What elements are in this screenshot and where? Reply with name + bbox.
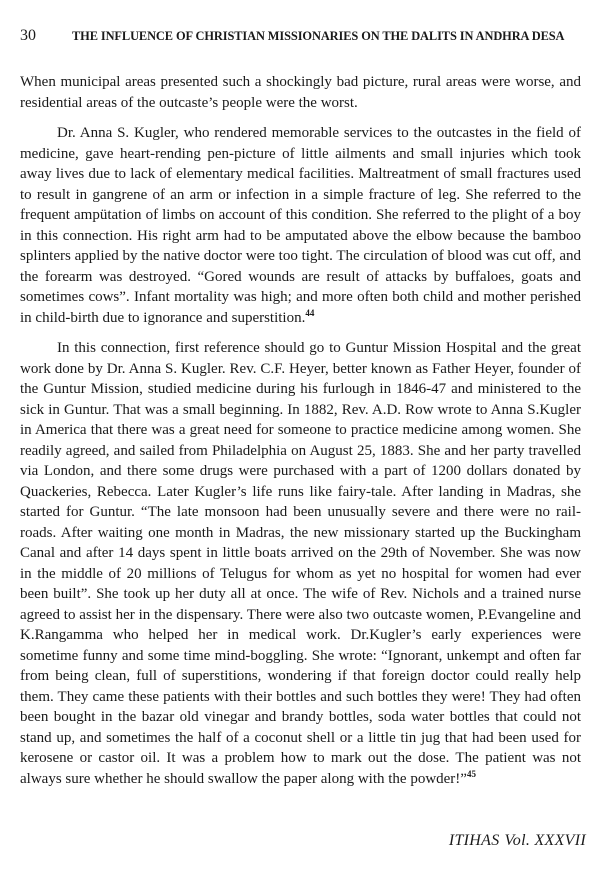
page-footer bbox=[444, 832, 586, 850]
paragraph-text: Dr. Anna S. Kugler, who rendered memorable services to the outcastes in the field of medicine, gave heart-rending pen-picture of little ailments and small injuries which took away lives due to lack of elementary medical facilities. Maltreatment of small fractures used to result in gangrene of an arm or infection in a simple fracture of leg. She referred to the frequent ampütation of limbs on account of this condition. She referred to the plight of a boy in this connection. His right arm had to be amputated above the elbow because the bamboo splinters applied by the native doctor were too tight. The circulation of blood was cut off, and the forearm was destroyed. “Gored wounds are result of attacks by buffaloes, goats and sometimes cows”. Infant mortality was high; and more often both child and mother perished in child-birth due to ignorance and superstition. bbox=[20, 125, 581, 326]
paragraph-text: When municipal areas presented such a shockingly bad picture, rural areas were worse, and residential areas of the outcaste’s people were the worst. bbox=[20, 74, 581, 111]
journal-name: ITIHAS bbox=[448, 832, 500, 849]
paragraph-text: In this connection, first reference should go to Guntur Mission Hospital and the great work done by Dr. Anna S. Kugler. Rev. C.F. Heyer, better known as Father Heyer, founder of the Guntur Mission, studied medicine during his furlough in 1846-47 and ministered to the sick in Guntur. That was a small beginning. In 1882, Rev. A.D. Row wrote to Anna S.Kugler in America that there was a great need for someone to practice medicine among women. She readily agreed, and sailed from Philadelphia on August 25, 1883. She and her party travelled via London, and there some drugs were purchased with a part of 1200 dollars donated by Quackeries, Rebecca. Later Kugler’s life runs like fairy-tale. After landing in Madras, she started for Guntur. “The late monsoon had been unusually severe and there were no rail- roads. After waiting one month in Madras, the new missionary started up the Buckingham Canal and after 14 days spent in little boats arrived on the 29th of November. She was now in the middle of 20 millions of Telugus for whom as yet no hospital for women had ever been built”. She took up her duty all at once. The wife of Rev. Nichols and a trained nurse agreed to assist her in the dispensary. There were also two outcaste women, P.Evangeline and K.Rangamma who helped her in medical work. Dr.Kugler’s early experiences were sometime funny and some time mind-boggling. She wrote: “Ignorant, unkempt and often far from being clean, full of superstitions, wondering if that foreign doctor could really help them. They came these patients with their bottles and such bottles they were! They had often been bought in the bazar old vinegar and brandy bottles, soda water bottles that could not stand up, and sometimes the half of a coconut shell or a little tin jug that had been used for kerosene or castor oil. It was a problem how to mark out the dose. The patient was not always sure whether he should swallow the paper along with the powder!” bbox=[20, 340, 581, 787]
paragraph-2 bbox=[20, 123, 581, 328]
page-number: 30 bbox=[20, 27, 36, 44]
paragraph-3 bbox=[20, 338, 581, 789]
paragraph-1 bbox=[20, 72, 581, 113]
body-text bbox=[20, 72, 581, 799]
running-title: THE INFLUENCE OF CHRISTIAN MISSIONARIES ON THE DALITS IN ANDHRA DESA bbox=[72, 29, 565, 43]
journal-volume: Vol. XXXVII bbox=[504, 832, 586, 849]
page-header bbox=[20, 27, 585, 45]
footnote-marker: 45 bbox=[466, 768, 476, 779]
footnote-marker: 44 bbox=[305, 307, 315, 318]
